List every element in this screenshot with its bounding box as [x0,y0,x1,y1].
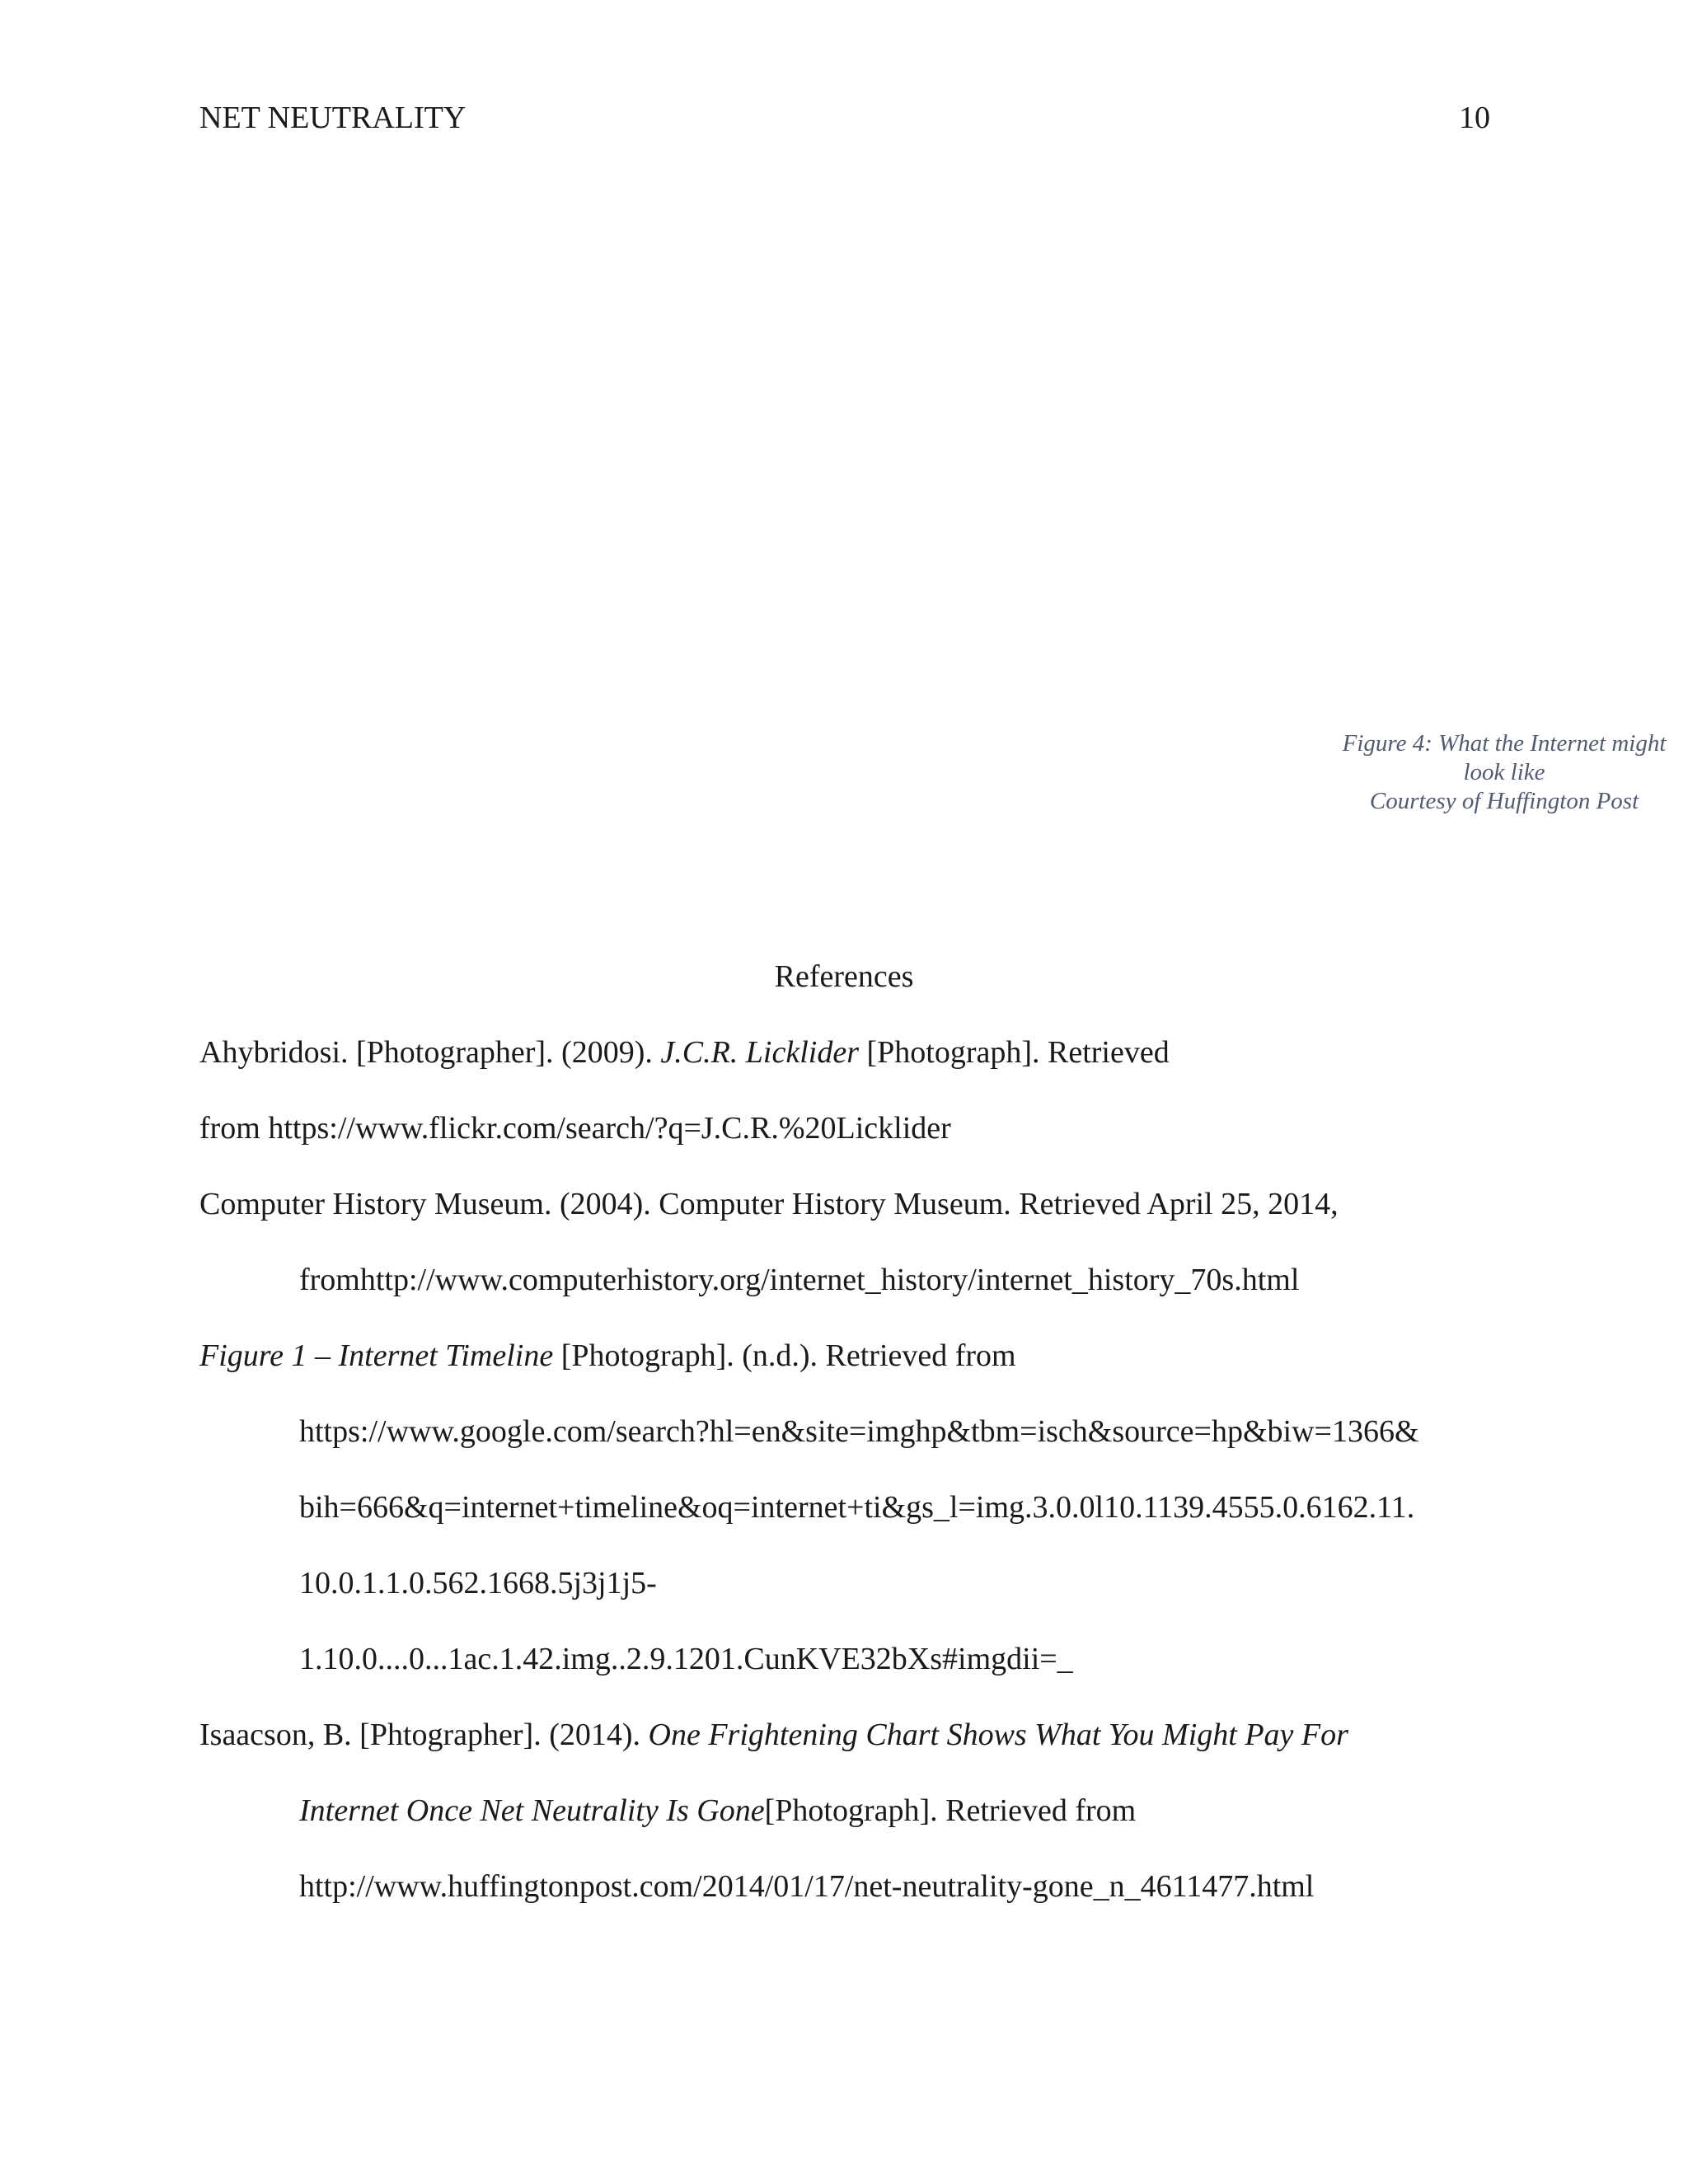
figure-caption-credit: Courtesy of Huffington Post [1369,788,1639,814]
reference-entry-line [199,1037,1170,1068]
ref-title: J.C.R. Licklider [660,1035,859,1070]
ref-title: Internet Once Net Neutrality Is Gone [299,1793,765,1828]
reference-entry-line [199,1340,1016,1371]
ref-title: One Frightening Chart Shows What You Might Pay For [648,1718,1348,1752]
figure-caption-line: Figure 4: What the Internet might [1342,730,1667,757]
page-number: 10 [1459,101,1490,135]
reference-entry-line: http://www.huffingtonpost.com/2014/01/17/net-neutrality-gone_n_4611477.html [299,1869,1315,1904]
reference-entry-line [199,1719,1348,1750]
figure-caption [1306,729,1688,816]
reference-entry-line [299,1795,1136,1826]
ref-text: [Photograph]. Retrieved [858,1035,1170,1070]
running-head: NET NEUTRALITY [199,101,467,135]
reference-entry-line: https://www.google.com/search?hl=en&site=imghp&tbm=isch&source=hp&biw=1366& [299,1414,1419,1449]
reference-entry-line: 10.0.1.1.0.562.1668.5j3j1j5- [299,1566,657,1601]
ref-text: [Photograph]. Retrieved from [764,1793,1137,1828]
ref-text: [Photograph]. (n.d.). Retrieved from [553,1338,1016,1373]
references-heading: References [774,959,914,994]
reference-entry-line: from https://www.flickr.com/search/?q=J.C.R.%20Licklider [199,1111,951,1146]
ref-text: Ahybridosi. [Photographer]. (2009). [199,1035,661,1070]
ref-text: Isaacson, B. [Phtographer]. (2014). [199,1718,649,1752]
figure-caption-line: look like [1463,759,1545,785]
reference-entry-line: bih=666&q=internet+timeline&oq=internet+ti&gs_l=img.3.0.0l10.1139.4555.0.6162.11. [299,1490,1415,1525]
reference-entry-line: 1.10.0....0...1ac.1.42.img..2.9.1201.CunKVE32bXs#imgdii=_ [299,1642,1073,1676]
reference-entry-line: Computer History Museum. (2004). Computer History Museum. Retrieved April 25, 2014, [199,1187,1339,1221]
ref-title: Figure 1 – Internet Timeline [199,1338,554,1373]
reference-entry-line: fromhttp://www.computerhistory.org/internet_history/internet_history_70s.html [299,1263,1300,1297]
